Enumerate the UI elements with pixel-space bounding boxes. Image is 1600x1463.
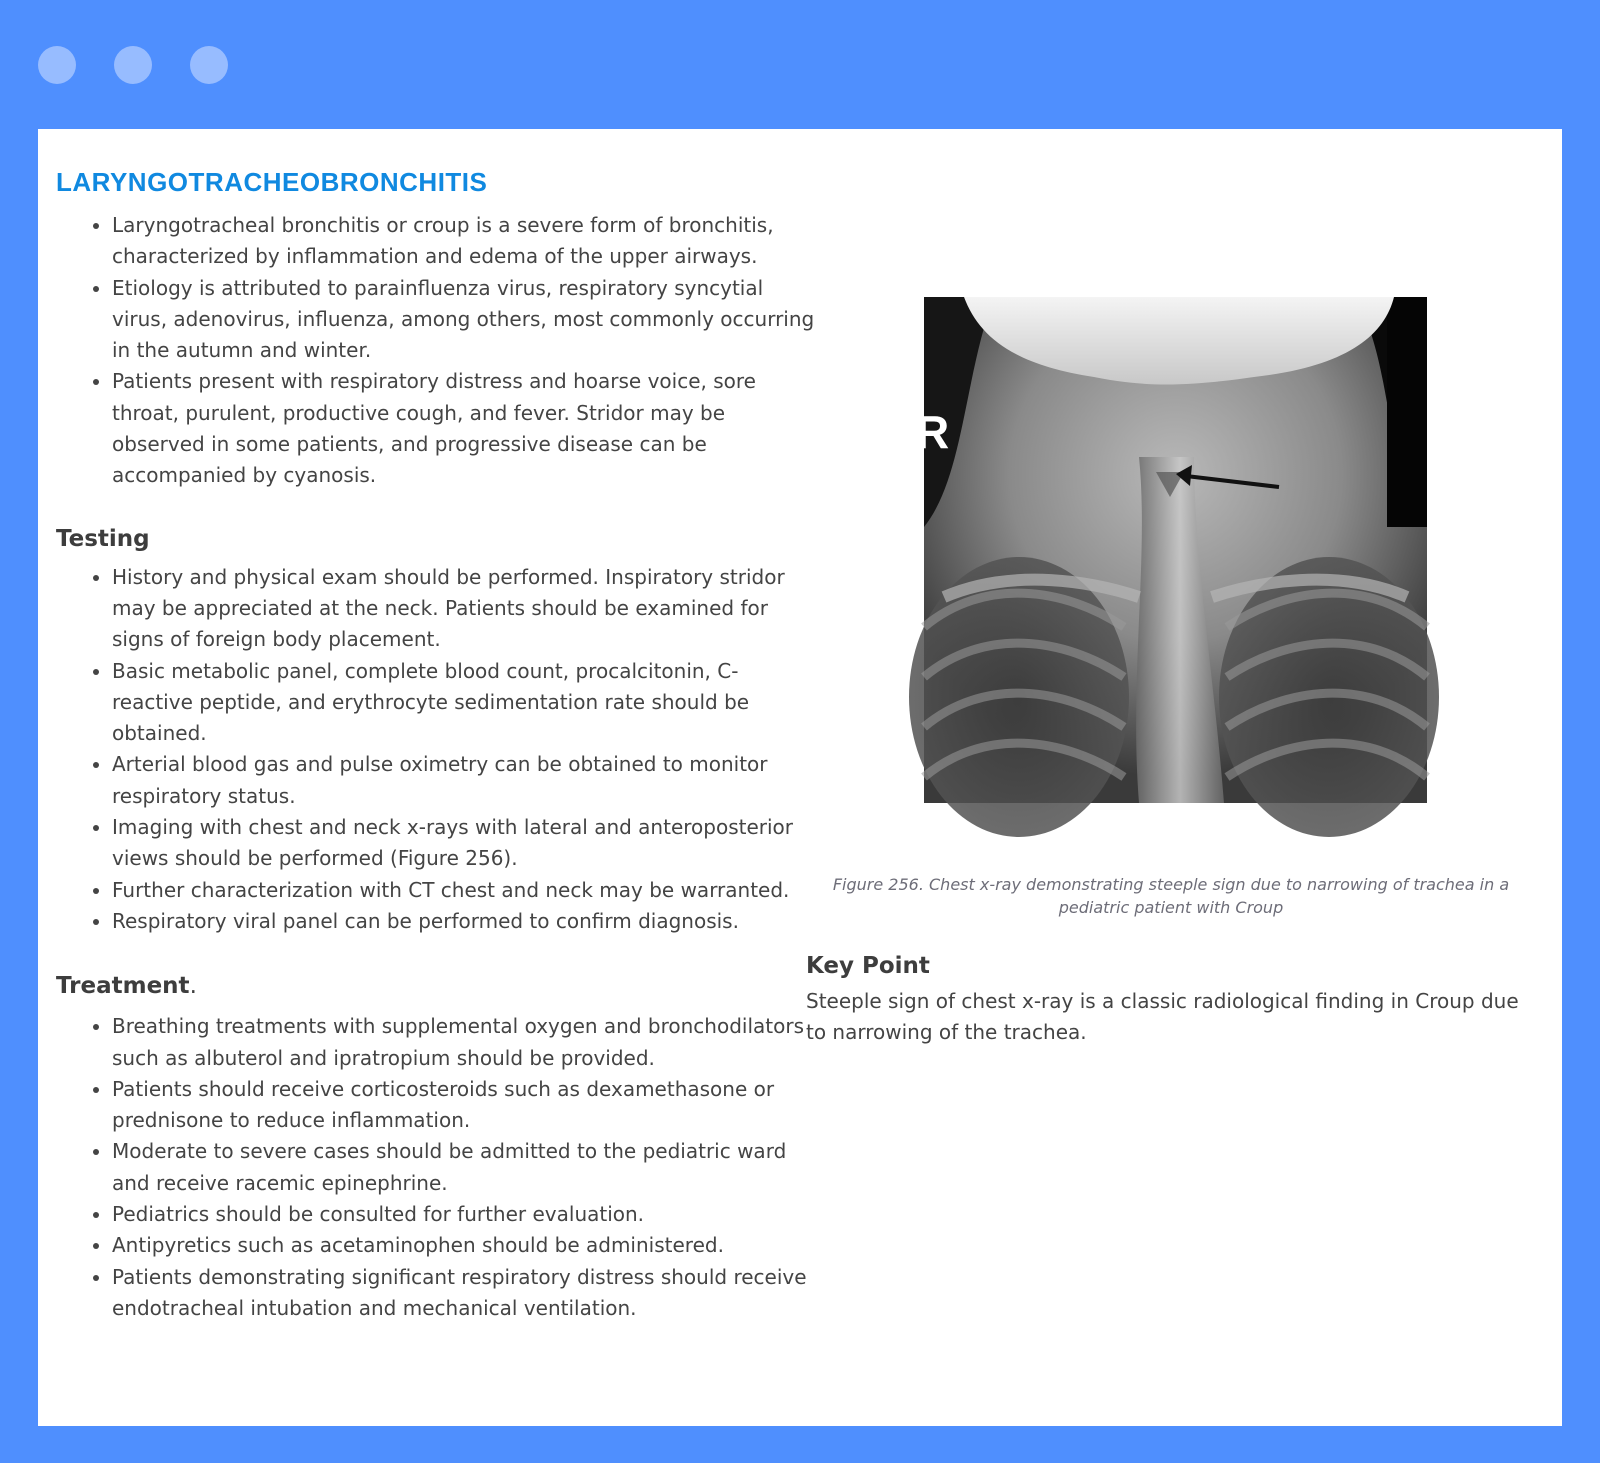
testing-list	[56, 562, 816, 938]
list-item: • Etiology is attributed to parainfluenza virus, respiratory syncytial virus, adenovirus, influenza, among others, most commonly occurring in the autumn and winter.	[112, 273, 816, 367]
page-title: LARYNGOTRACHEOBRONCHITIS	[56, 167, 488, 197]
list-item: • Arterial blood gas and pulse oximetry can be obtained to monitor respiratory status.	[112, 749, 816, 812]
testing-heading-text: Testing	[56, 525, 150, 552]
window-dot-2	[114, 46, 152, 84]
list-item: • Moderate to severe cases should be admitted to the pediatric ward and receive racemic epinephrine.	[112, 1136, 816, 1199]
treatment-heading	[56, 973, 816, 999]
list-item: • Patients present with respiratory distress and hoarse voice, sore throat, purulent, productive cough, and fever. Stridor may be observed in some patients, and progressive disease can be accompanied by cyanosis.	[112, 366, 816, 491]
window-dot-3	[190, 46, 228, 84]
list-item: • Antipyretics such as acetaminophen should be administered.	[112, 1230, 816, 1261]
figure-caption: Figure 256. Chest x-ray demonstrating steeple sign due to narrowing of trachea in a pediatric patient with Croup	[832, 875, 1510, 917]
key-point-heading: Key Point	[806, 953, 930, 979]
list-item: • History and physical exam should be performed. Inspiratory stridor may be appreciated at the neck. Patients should be examined for signs of foreign body placement.	[112, 562, 816, 656]
list-item: • Breathing treatments with supplemental oxygen and bronchodilators such as albuterol and ipratropium should be provided.	[112, 1011, 816, 1074]
list-item: • Patients should receive corticosteroids such as dexamethasone or prednisone to reduce inflammation.	[112, 1074, 816, 1137]
key-point-text: Steeple sign of chest x-ray is a classic radiological finding in Croup due to narrowing of the trachea.	[806, 989, 1519, 1045]
window-dot-1	[38, 46, 76, 84]
list-item: • Pediatrics should be consulted for further evaluation.	[112, 1199, 816, 1230]
testing-heading	[56, 526, 816, 552]
intro-list	[56, 210, 816, 492]
xray-image	[916, 297, 1427, 803]
content-panel	[38, 129, 1562, 1426]
list-item: • Respiratory viral panel can be performed to confirm diagnosis.	[112, 906, 816, 937]
xray-marker-label: R	[916, 406, 950, 458]
article-column	[56, 167, 816, 1324]
treatment-heading-text: Treatment	[56, 973, 190, 1000]
list-item: • Laryngotracheal bronchitis or croup is a severe form of bronchitis, characterized by inflammation and edema of the upper airways.	[112, 210, 816, 273]
list-item: • Imaging with chest and neck x-rays with lateral and anteroposterior views should be performed (Figure 256).	[112, 812, 816, 875]
list-item: • Further characterization with CT chest and neck may be warranted.	[112, 875, 816, 906]
treatment-list	[56, 1011, 816, 1324]
list-item: • Patients demonstrating significant respiratory distress should receive endotracheal intubation and mechanical ventilation.	[112, 1262, 816, 1325]
list-item: • Basic metabolic panel, complete blood count, procalcitonin, C-reactive peptide, and erythrocyte sedimentation rate should be obtained.	[112, 656, 816, 750]
treatment-heading-period: .	[189, 973, 197, 1000]
